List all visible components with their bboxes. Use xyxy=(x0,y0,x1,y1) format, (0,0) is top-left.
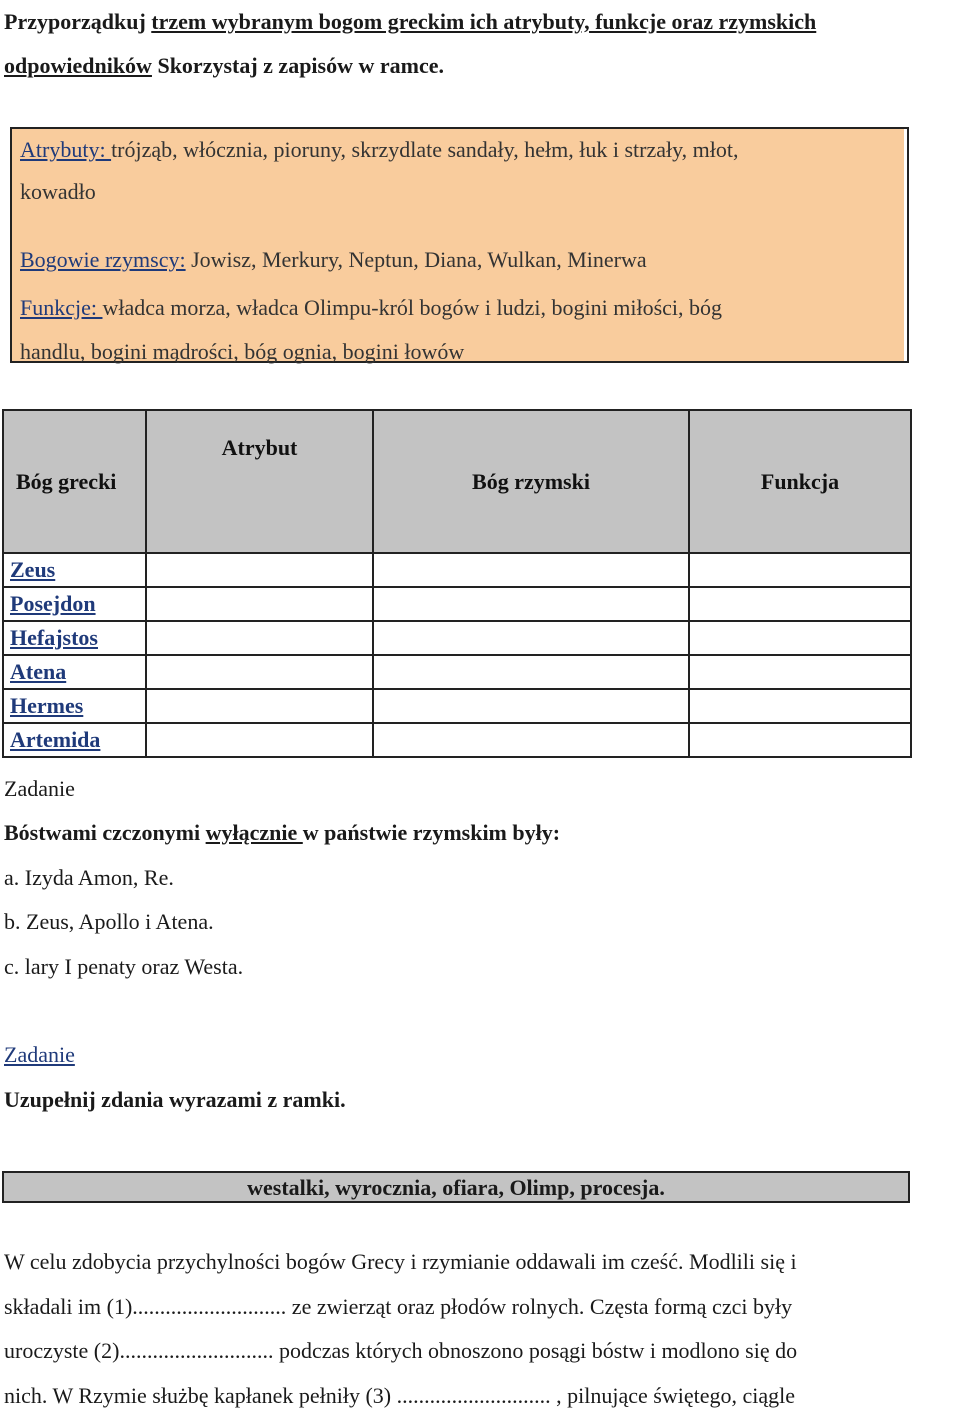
intro-lead: Przyporządkuj xyxy=(4,9,151,34)
funkcje-text-1: władca morza, władca Olimpu-król bogów i ludzi, bogini miłości, bóg xyxy=(103,295,723,320)
paragraph-line: składali im (1)............................ ze zwierząt oraz płodów rolnych. Częsta formą czci były xyxy=(4,1285,956,1330)
god-name-artemida: Artemida xyxy=(3,723,146,757)
task1-question-lead: Bóstwami czczonymi xyxy=(4,820,206,845)
paragraph-line: uroczyste (2)............................ podczas których obnoszono posągi bóstw i modlono się do xyxy=(4,1329,956,1374)
gods-table xyxy=(2,409,912,758)
function-cell[interactable] xyxy=(689,587,911,621)
info-box xyxy=(10,127,909,363)
task1-question xyxy=(4,818,560,848)
funkcje-label: Funkcje: xyxy=(20,295,103,320)
attribute-cell[interactable] xyxy=(146,587,373,621)
atrybuty-label: Atrybuty: xyxy=(20,137,111,162)
roman-god-cell[interactable] xyxy=(373,587,689,621)
god-name-posejdon: Posejdon xyxy=(3,587,146,621)
god-name-hermes: Hermes xyxy=(3,689,146,723)
header-attribute: Atrybut xyxy=(146,410,373,553)
atrybuty-line-1 xyxy=(20,133,739,167)
table-row xyxy=(3,689,911,723)
attribute-cell[interactable] xyxy=(146,655,373,689)
task2-instruction: Uzupełnij zdania wyrazami z ramki. xyxy=(4,1085,346,1115)
function-cell[interactable] xyxy=(689,553,911,587)
fill-in-paragraph xyxy=(4,1240,956,1418)
task1-question-tail: w państwie rzymskim były: xyxy=(303,820,560,845)
roman-god-cell[interactable] xyxy=(373,621,689,655)
task1-question-underlined: wyłącznie xyxy=(206,820,303,845)
bogowie-text: Jowisz, Merkury, Neptun, Diana, Wulkan, Minerwa xyxy=(186,247,647,272)
paragraph-line: W celu zdobycia przychylności bogów Grecy i rzymianie oddawali im cześć. Modlili się i xyxy=(4,1240,956,1285)
task1-option-b[interactable]: b. Zeus, Apollo i Atena. xyxy=(4,907,214,937)
header-function: Funkcja xyxy=(689,410,911,553)
bogowie-label: Bogowie rzymscy: xyxy=(20,247,186,272)
roman-god-cell[interactable] xyxy=(373,553,689,587)
intro-underlined-2: odpowiedników xyxy=(4,53,152,78)
table-row xyxy=(3,621,911,655)
atrybuty-text-2: kowadło xyxy=(20,179,96,204)
header-greek-god: Bóg grecki xyxy=(3,410,146,553)
task1-option-a[interactable]: a. Izyda Amon, Re. xyxy=(4,863,174,893)
task1-option-c[interactable]: c. lary I penaty oraz Westa. xyxy=(4,952,243,982)
function-cell[interactable] xyxy=(689,621,911,655)
god-name-hefajstos: Hefajstos xyxy=(3,621,146,655)
instruction-heading xyxy=(4,0,956,88)
attribute-cell[interactable] xyxy=(146,689,373,723)
god-name-atena: Atena xyxy=(3,655,146,689)
roman-god-cell[interactable] xyxy=(373,723,689,757)
word-bank: westalki, wyrocznia, ofiara, Olimp, procesja. xyxy=(2,1171,910,1203)
table-row xyxy=(3,723,911,757)
atrybuty-text-1: trójząb, włócznia, pioruny, skrzydlate sandały, hełm, łuk i strzały, młot, xyxy=(111,137,738,162)
header-roman-god: Bóg rzymski xyxy=(373,410,689,553)
intro-tail: Skorzystaj z zapisów w ramce. xyxy=(152,53,444,78)
atrybuty-line-2 xyxy=(20,175,96,209)
roman-god-cell[interactable] xyxy=(373,689,689,723)
table-header-row xyxy=(3,410,911,553)
function-cell[interactable] xyxy=(689,655,911,689)
funkcje-line-2 xyxy=(20,335,464,369)
attribute-cell[interactable] xyxy=(146,621,373,655)
task2-heading: Zadanie xyxy=(4,1040,75,1070)
table-row xyxy=(3,655,911,689)
funkcje-text-2: handlu, bogini mądrości, bóg ognia, bogini łowów xyxy=(20,339,464,364)
roman-god-cell[interactable] xyxy=(373,655,689,689)
attribute-cell[interactable] xyxy=(146,723,373,757)
function-cell[interactable] xyxy=(689,689,911,723)
table-row xyxy=(3,587,911,621)
task1-heading: Zadanie xyxy=(4,774,75,804)
funkcje-line-1 xyxy=(20,291,722,325)
paragraph-line: nich. W Rzymie służbę kapłanek pełniły (3) ............................ , pilnujące świętego, ciągle xyxy=(4,1374,956,1418)
bogowie-line xyxy=(20,243,647,277)
function-cell[interactable] xyxy=(689,723,911,757)
intro-underlined-1: trzem wybranym bogom greckim ich atrybuty, funkcje oraz rzymskich xyxy=(151,9,816,34)
table-row xyxy=(3,553,911,587)
god-name-zeus: Zeus xyxy=(3,553,146,587)
attribute-cell[interactable] xyxy=(146,553,373,587)
